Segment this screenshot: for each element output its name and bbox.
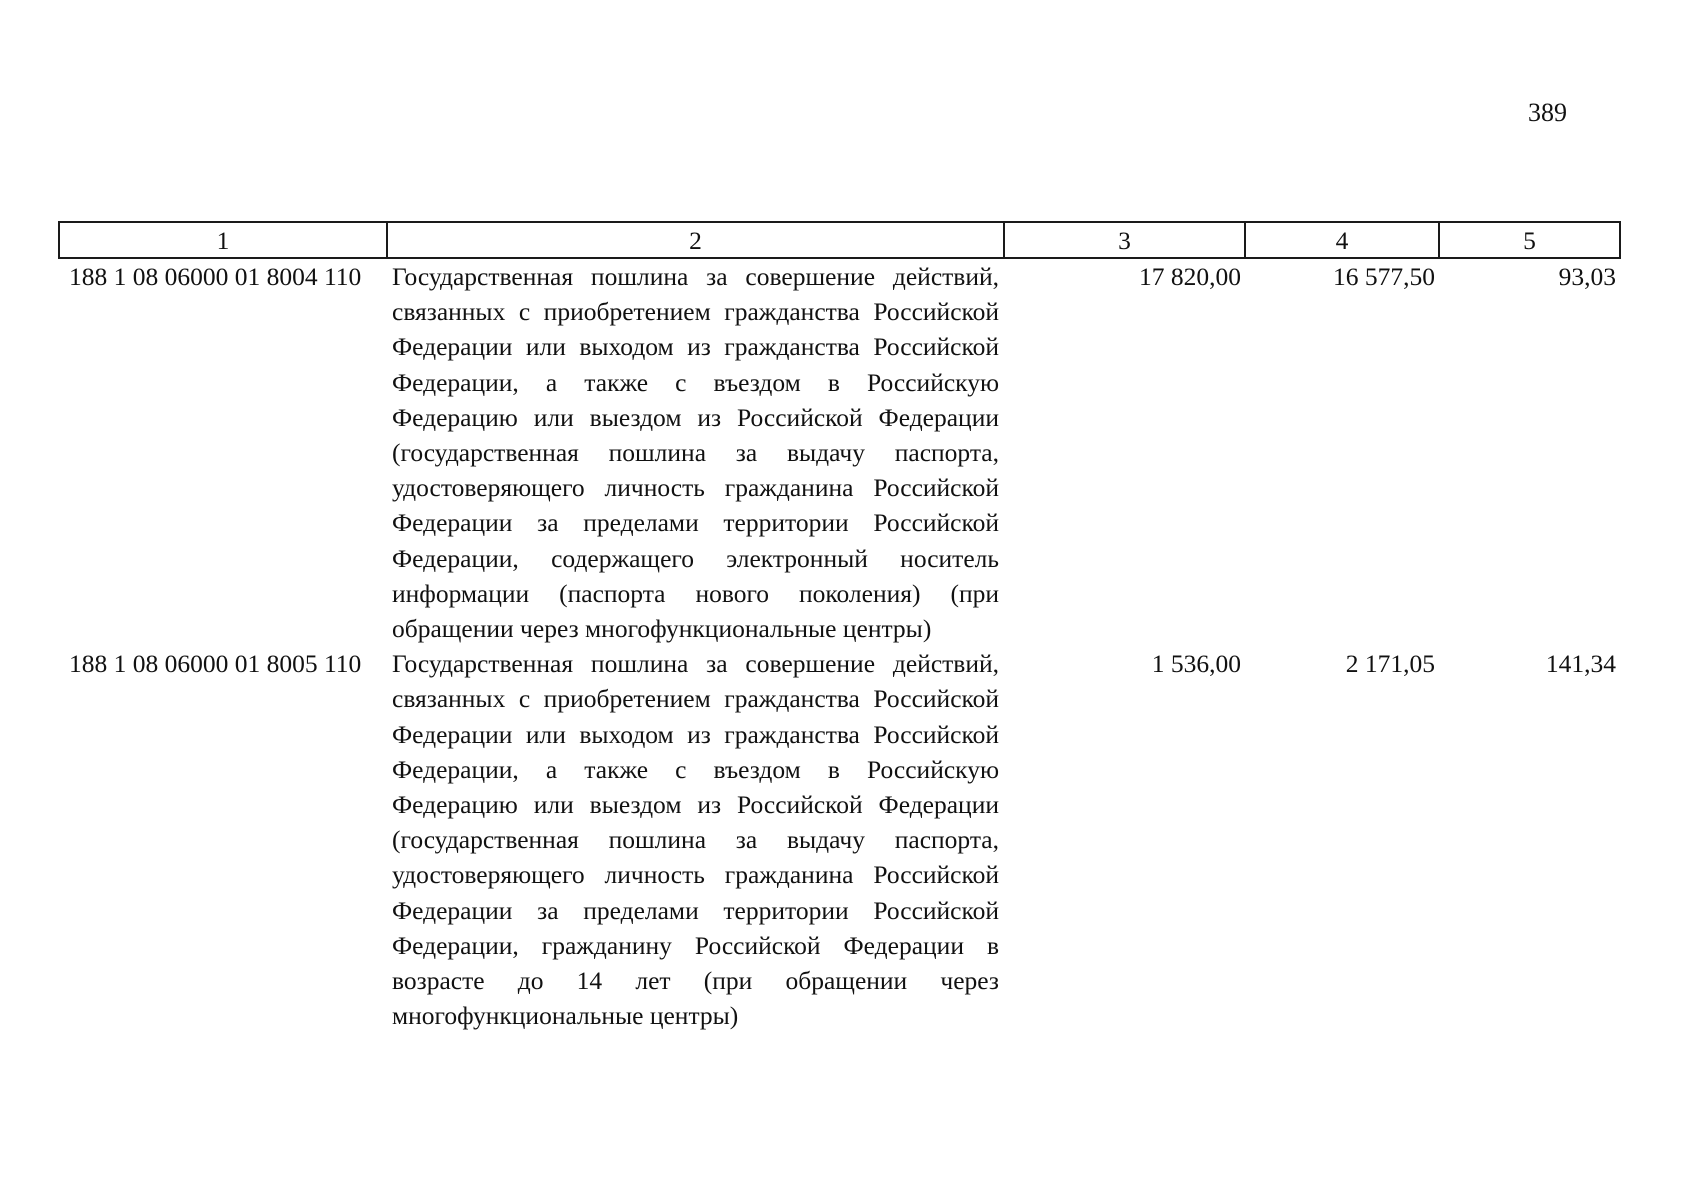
value-col5: 93,03 xyxy=(1558,262,1616,291)
value-col5: 141,34 xyxy=(1545,649,1616,679)
value-col4: 16 577,50 xyxy=(1333,262,1435,291)
table-body xyxy=(59,258,1620,1033)
value-col4: 2 171,05 xyxy=(1345,649,1435,679)
column-header-1: 1 xyxy=(59,222,387,258)
column-header-2: 2 xyxy=(387,222,1004,258)
revenue-name: Государственная пошлина за совершение действий, связанных с приобретением гражданства Российской Федерации или выходом из гражданства Российской Федерации, а также с въездом в Российскую Федерацию или выездом из Российской Федерации (государственная пошлина за выдачу паспорта, удостоверяющего личность гражданина Российской Федерации за пределами территории Российской Федерации, содержащего электронный носитель информации (паспорта нового поколения) (при обращении через многофункциональные центры) xyxy=(392,262,999,644)
column-header-3: 3 xyxy=(1004,222,1245,258)
header-row xyxy=(59,222,1620,258)
table-header xyxy=(59,222,1620,258)
budget-table xyxy=(58,221,1621,1033)
budget-code: 188 1 08 06000 01 8004 110 xyxy=(69,262,362,291)
value-col3: 17 820,00 xyxy=(1139,262,1241,291)
column-header-5: 5 xyxy=(1439,222,1620,258)
value-col3: 1 536,00 xyxy=(1151,649,1241,679)
table-row xyxy=(59,258,1620,646)
revenue-name: Государственная пошлина за совершение действий, связанных с приобретением гражданства Российской Федерации или выходом из гражданства Российской Федерации, а также с въездом в Российскую Федерацию или выездом из Российской Федерации (государственная пошлина за выдачу паспорта, удостоверяющего личность гражданина Российской Федерации за пределами территории Российской Федерации, гражданину Российской Федерации в возрасте до 14 лет (при обращении через многофункциональные центры) xyxy=(392,649,999,1031)
page-number: 389 xyxy=(1528,98,1567,127)
column-header-4: 4 xyxy=(1245,222,1439,258)
budget-code: 188 1 08 06000 01 8005 110 xyxy=(69,649,362,679)
table-row xyxy=(59,646,1620,1033)
